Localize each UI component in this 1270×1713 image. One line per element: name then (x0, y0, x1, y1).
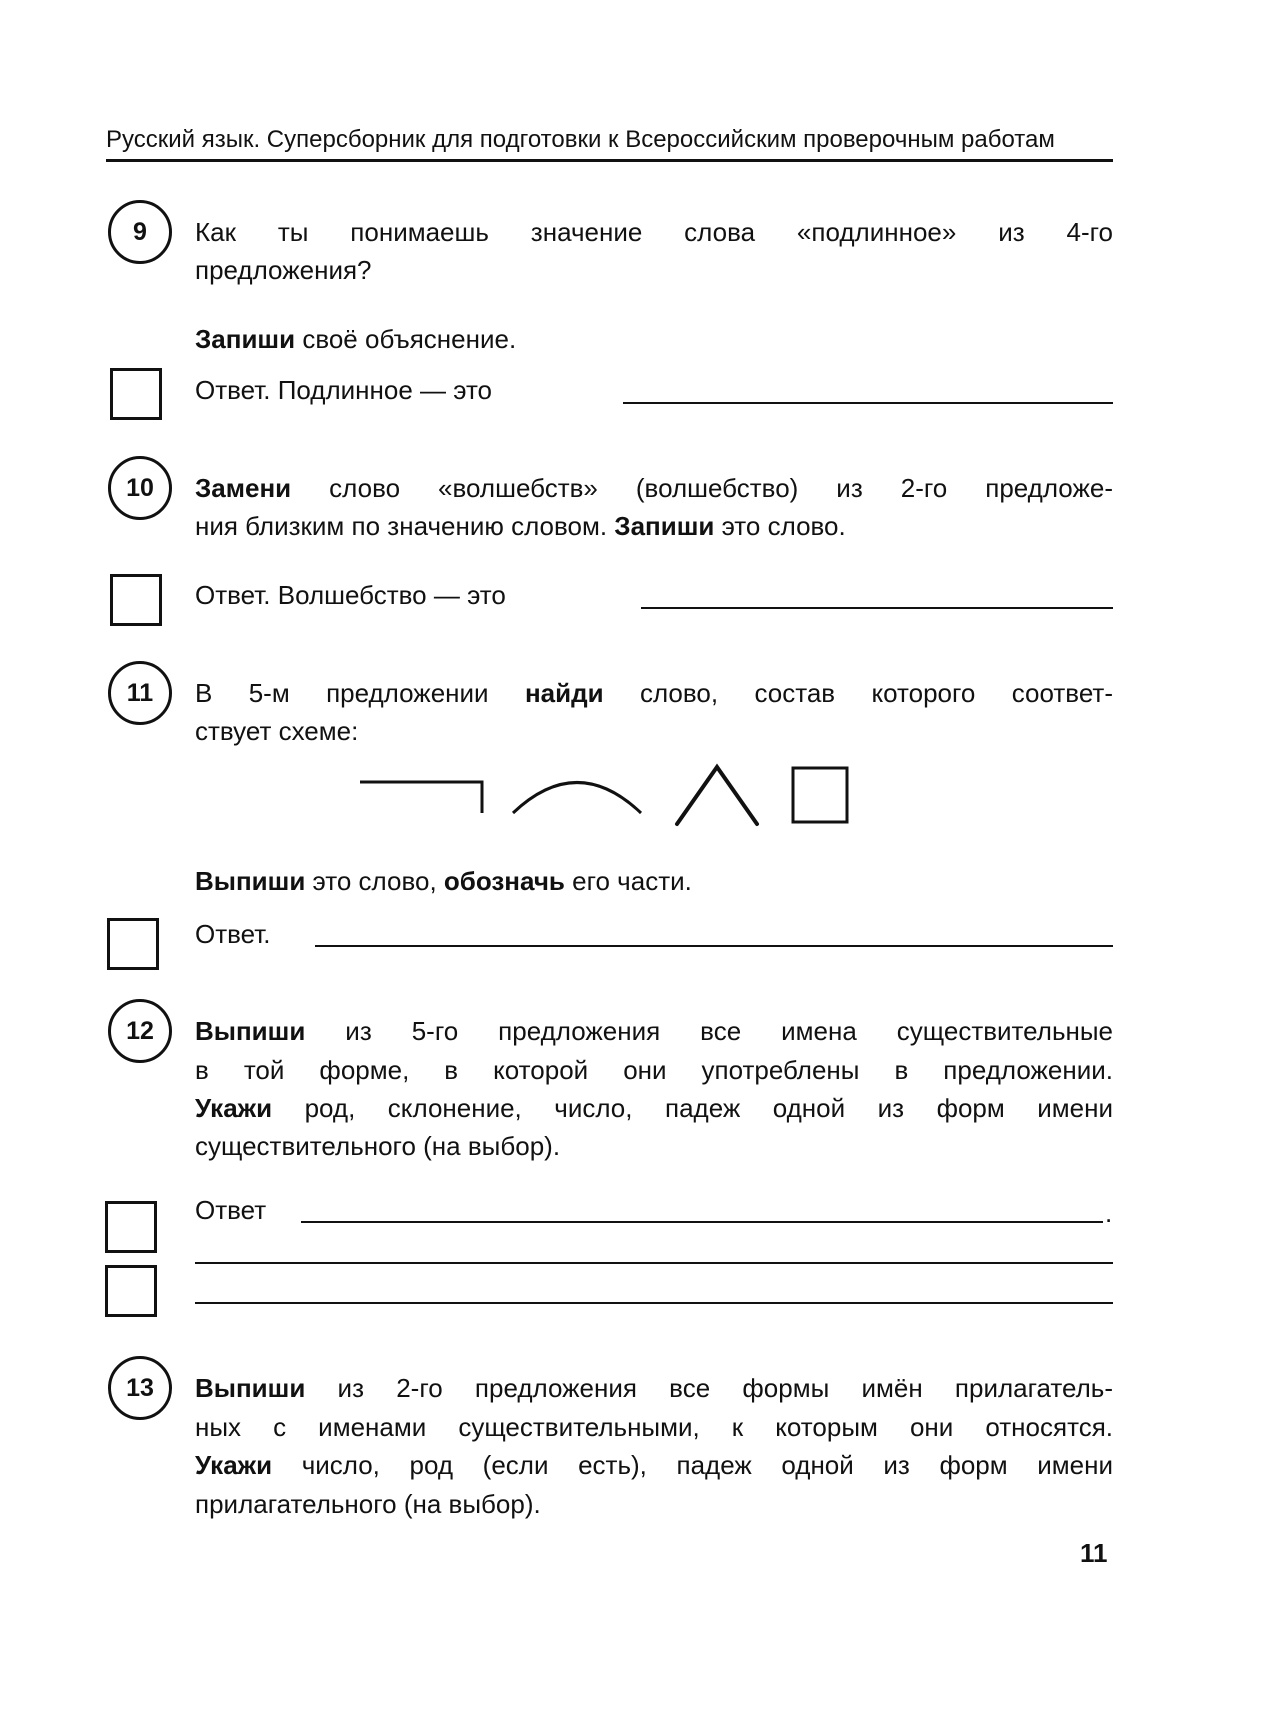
task-11-text (195, 712, 1113, 750)
task-11-instruction (195, 862, 1113, 900)
bold-verb: Укажи (195, 1093, 273, 1123)
task-number-9: 9 (108, 200, 172, 264)
ending-icon (793, 768, 847, 822)
task-11-text (195, 674, 1113, 712)
bold-verb: Запиши (614, 511, 715, 541)
answer-line-12c[interactable] (195, 1302, 1113, 1304)
answer-label-10: Ответ. Волшебство — это (195, 580, 506, 610)
answer-end-dot-12: . (1105, 1198, 1113, 1228)
bold-verb: Замени (195, 473, 292, 503)
task-9-instruction (195, 320, 1113, 358)
text-segment: ствует схеме: (195, 716, 359, 746)
answer-line-10[interactable] (641, 607, 1113, 609)
suffix-icon (677, 767, 757, 824)
task-12-text (195, 1089, 1113, 1127)
score-box-10 (110, 574, 162, 626)
text-segment: слово «волшебств» (волшебство) из 2-го предложе- (291, 473, 1113, 503)
prefix-icon (360, 782, 482, 813)
task-9-text (195, 251, 1113, 289)
answer-line-12b[interactable] (195, 1262, 1113, 1264)
header-divider (106, 159, 1113, 162)
text-segment: Как ты понимаешь значение слова «подлинное» из 4-го (195, 217, 1113, 247)
task-13-text (195, 1485, 1113, 1523)
answer-label-9: Ответ. Подлинное — это (195, 375, 493, 405)
task-13-text (195, 1408, 1113, 1446)
text-segment: ных с именами существительными, к которым они относятся. (195, 1412, 1113, 1442)
answer-line-11[interactable] (315, 945, 1113, 947)
bold-verb: обозначь (443, 866, 565, 896)
task-number-10: 10 (108, 456, 172, 520)
text-segment: из 5-го предложения все имена существительные (305, 1016, 1113, 1046)
text-segment: слово, состав которого соответ- (603, 678, 1113, 708)
task-13-text (195, 1369, 1113, 1407)
text-segment: это слово. (714, 511, 846, 541)
answer-label-11: Ответ. (195, 919, 271, 949)
score-box-11 (107, 918, 159, 970)
text-segment: предложения? (195, 255, 372, 285)
bold-verb: Укажи (195, 1450, 273, 1480)
bold-verb: найди (524, 678, 604, 708)
bold-verb: Выпиши (195, 1373, 306, 1403)
bold-verb: Выпиши (195, 866, 306, 896)
text-segment: число, род (если есть), падеж одной из форм имени (272, 1450, 1113, 1480)
text-segment: его части. (564, 866, 692, 896)
task-12-text (195, 1051, 1113, 1089)
root-icon (513, 783, 641, 814)
task-10-text (195, 469, 1113, 507)
score-box-12b (105, 1265, 157, 1317)
text-segment: прилагательного (на выбор). (195, 1489, 541, 1519)
page-number: 11 (1080, 1538, 1108, 1568)
task-number-12: 12 (108, 999, 172, 1063)
task-12-text (195, 1127, 1113, 1165)
answer-label-12: Ответ (195, 1195, 267, 1225)
text-segment: род, склонение, число, падеж одной из форм имени (272, 1093, 1113, 1123)
task-number-13: 13 (108, 1356, 172, 1420)
bold-verb: Запиши (195, 324, 296, 354)
task-9-text (195, 213, 1113, 251)
text-segment: ния близким по значению словом. (195, 511, 615, 541)
text-segment: это слово, (305, 866, 444, 896)
task-12-text (195, 1012, 1113, 1050)
answer-line-9[interactable] (623, 402, 1113, 404)
task-10-text (195, 507, 1113, 545)
text-segment: В 5-м предложении (195, 678, 525, 708)
text-segment: существительного (на выбор). (195, 1131, 561, 1161)
text-segment: своё объяснение. (295, 324, 517, 354)
score-box-9 (110, 368, 162, 420)
answer-line-12[interactable] (301, 1221, 1103, 1223)
bold-verb: Выпиши (195, 1016, 306, 1046)
running-header: Русский язык. Суперсборник для подготовки к Всероссийским проверочным работам (106, 126, 1055, 153)
text-segment: из 2-го предложения все формы имён прилагатель- (305, 1373, 1113, 1403)
word-structure-scheme (355, 760, 865, 832)
task-13-text (195, 1446, 1113, 1484)
text-segment: в той форме, в которой они употреблены в предложении. (195, 1055, 1113, 1085)
score-box-12a (105, 1201, 157, 1253)
task-number-11: 11 (108, 661, 172, 725)
